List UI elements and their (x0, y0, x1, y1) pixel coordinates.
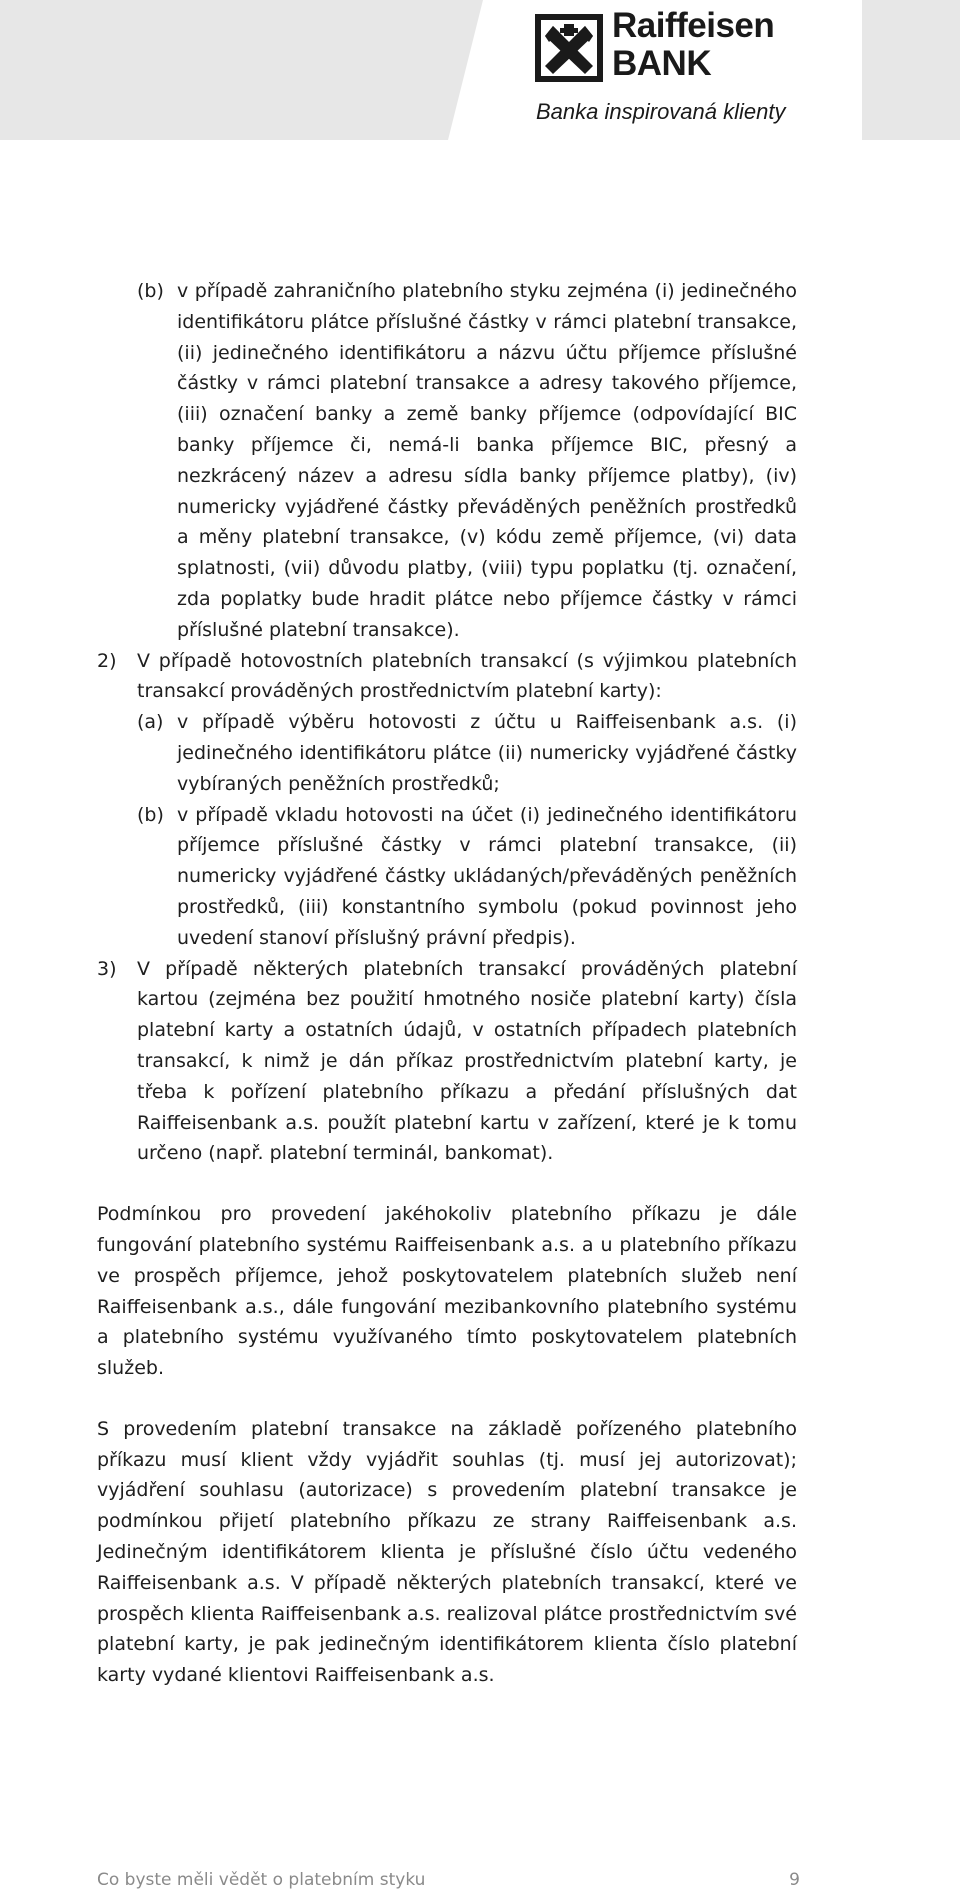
paragraph-conditions: Podmínkou pro provedení jakéhokoliv platebního příkazu je dále fungování platebního systému Raiffeisenbank a.s. a u platebního příkazu ve prospěch příjemce, jehož poskytovatelem platebních služeb není Raiffeisenbank a.s., dále fungování mezibankovního platebního systému a platebního systému využívaného tímto poskytovatelem platebních služeb. (97, 1203, 797, 1380)
spacer (97, 1169, 797, 1199)
list-text: v případě vkladu hotovosti na účet (i) jedinečného identifikátoru příjemce příslušné částky v rámci platební transakce, (ii) numericky vyjádřené částky ukládaných/převáděných peněžních prostředků, (iii) konstantního symbolu (pokud povinnost jeho uvedení stanoví příslušný právní předpis). (177, 803, 797, 949)
list-text: v případě zahraničního platebního styku zejména (i) jedinečného identifikátoru plátce příslušné částky v rámci platební transakce, (ii) jedinečného identifikátoru a názvu účtu příjemce příslušné částky v rámci platební transakce a adresy takového příjemce, (iii) označení banky a země banky příjemce (odpovídající BIC banky příjemce či, nemá-li banka příjemce BIC, přesný a nezkrácený název a adresu sídla banky příjemce platby), (iv) numericky vyjádřené částky převáděných peněžních prostředků a měny platební transakce, (v) kódu země příjemce, (vi) data splatnosti, (vii) důvodu platby, (viii) typu poplatku (tj. označení, zda poplatky bude hradit plátce nebo příjemce částky v rámci příslušné platební transakce). (177, 280, 797, 641)
brand-slogan: Banka inspirovaná klienty (536, 99, 786, 124)
spacer (97, 1384, 797, 1414)
list-label: 2) (97, 649, 117, 672)
list-item-3 (97, 954, 797, 1170)
list-item-2 (97, 646, 797, 708)
list-text: V případě hotovostních platebních transakcí (s výjimkou platebních transakcí prováděných prostřednictvím platební karty): (137, 649, 797, 703)
list-label: (b) (137, 280, 164, 302)
paragraph-authorization: S provedením platební transakce na základě pořízeného platebního příkazu musí klient vždy vyjádřit souhlas (tj. musí jej autorizovat); vyjádření souhlasu (autorizace) s provedením platební transakce je podmínkou přijetí platebního příkazu ze strany Raiffeisenbank a.s. Jedinečným identifikátorem klienta je příslušné číslo účtu vedeného Raiffeisenbank a.s. V případě některých platebních transakcí, které ve prospěch klienta Raiffeisenbank a.s. realizoval plátce prostřednictvím své platební karty, je pak jedinečným identifikátorem klienta číslo platební karty vydané klientovi Raiffeisenbank a.s. (97, 1417, 797, 1687)
list-label: (a) (137, 711, 164, 734)
brand-sub: BANK (612, 44, 712, 83)
list-text: v případě výběru hotovosti z účtu u Raiffeisenbank a.s. (i) jedinečného identifikátoru plátce (ii) numericky vyjádřené částky vybíraných peněžních prostředků; (177, 711, 797, 795)
list-item-2b (137, 800, 797, 954)
list-item-1b (137, 276, 797, 646)
page-number: 9 (789, 1870, 800, 1890)
list-label: (b) (137, 803, 164, 826)
raiffeisen-crossed-horse-heads-icon (535, 14, 603, 82)
footer-title: Co byste měli vědět o platebním styku (97, 1870, 426, 1890)
brand-name: Raiffeisen (612, 6, 775, 45)
list-item-2a (137, 707, 797, 799)
list-label: 3) (97, 957, 117, 980)
list-text: V případě některých platebních transakcí prováděných platební kartou (zejména bez použití hmotného nosiče platební karty) čísla platební karty a ostatních údajů, v ostatních případech platebních transakcí, k nimž je dán příkaz prostřednictvím platební karty, je třeba k pořízení platebního příkazu a předání příslušných dat Raiffeisenbank a.s. použít platební kartu v zařízení, které je k tomu určeno (např. platební terminál, bankomat). (137, 957, 797, 1165)
document-body (97, 276, 797, 1691)
